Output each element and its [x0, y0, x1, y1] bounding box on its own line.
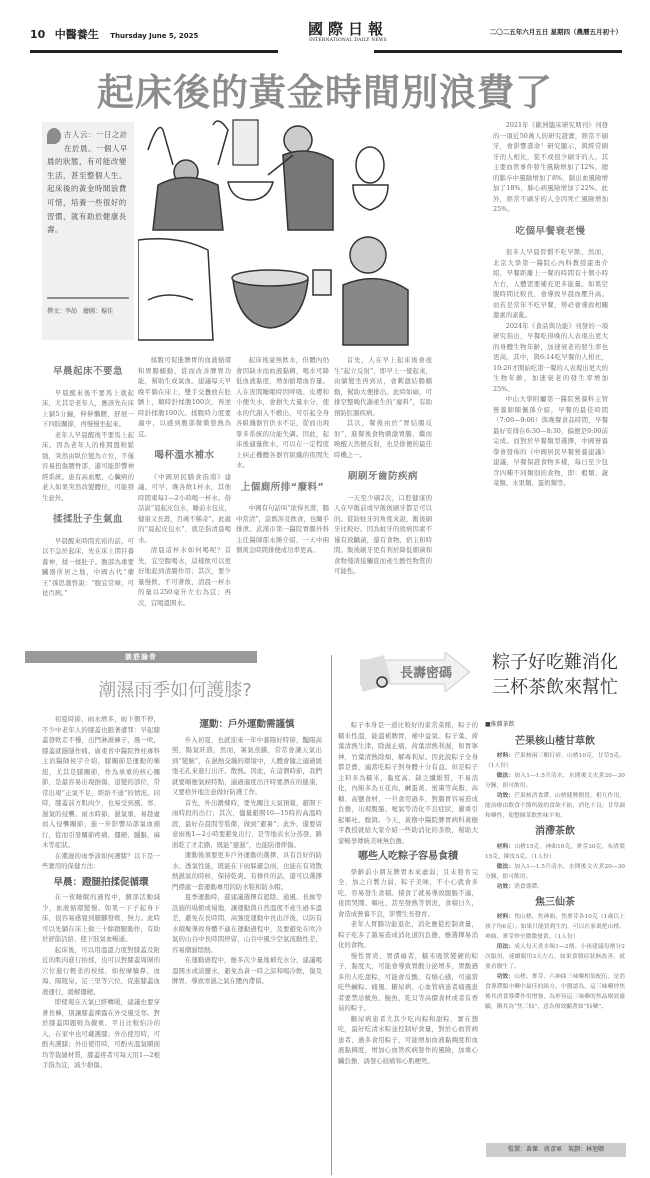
recipe-tag: ■推薦茶飲 [485, 721, 515, 728]
intro-credit: 撰文：李劼 繪圖：楊佳 [47, 308, 114, 315]
paragraph: 起床後，可以用溫溫力度對膝蓋及附近的肌肉進行拍揉，也可以對膝蓋周圍的穴位進行輕柔的按揉，如按摩犢鼻、血海、陽陵泉、足三里等穴位，促進膝蓋血液運行，緩解僵硬。 [42, 945, 160, 996]
recipe-line: 功效：消食導滯。 [496, 883, 543, 890]
paragraph: 運動後須要更多戶外運動的選擇，具有良好的防水、透氣性能，既能在下雨躲避急雨，也能在有效散熱濕氣的時候，保持乾爽。有條件的話，還可以選擇門襟處一套運動專用的防水鞋和防水帽。 [172, 851, 322, 891]
article1-column-2 [138, 355, 231, 608]
article3-title-line1: 粽子好吃難消化 [492, 652, 618, 673]
article2-column-1 [42, 714, 160, 1071]
paper-logo [298, 18, 398, 43]
date-english: Thursday June 5, 2025 [110, 32, 199, 40]
recipe-line: 做法：加入1—1.5升清水，水開後文火煮20—30分鐘，即可飲用。 [485, 773, 625, 789]
paper-name-chinese: 國際日報 [307, 20, 388, 38]
article1-column-1 [42, 355, 134, 599]
paragraph: 其次，餐後由於“胃結腸反射”，進餐後食物刺激胃腸，繼而喚醒天然便反射，也是排便的最佳時機之一。 [334, 419, 432, 459]
recipe-name: 焦三仙茶 [535, 896, 575, 908]
masthead-left [30, 26, 198, 42]
brushing-teeth-man-icon [268, 126, 333, 230]
paragraph: 2021年《歐洲臨床研究期刊》刊發的一項近50萬人的研究證實，經常不刷牙，會影響壽命！研究顯示，與經常刷牙的人相比，從不或很少刷牙的人，其主要血管事件發生風險增加了12%，總的腦卒中風險增加了8%，腦出血風險增加了18%，肺心病風險增加了22%。此外，經常不刷牙的人全因死亡風險增加25%。 [493, 121, 608, 213]
recipe-line: 做法：加入1—1.5升清水，水開後文火煮20—30分鐘，即可飲用。 [485, 863, 625, 880]
paragraph: 在潮濕的雨季該如何護膝？以下是一些實用的保健方法： [42, 851, 160, 870]
article1-column-4 [334, 355, 432, 577]
article3-title-line2: 三杯茶飲來幫忙 [492, 677, 618, 698]
paper-name-english: INTERNATIONAL DAILY NEWS [309, 38, 387, 43]
subheading: 運動：戶外運動需謹慎 [199, 719, 295, 730]
morning-routine-illustration [138, 110, 450, 355]
subheading: 喝杯溫水補水 [154, 450, 215, 461]
longevity-banner [340, 640, 490, 710]
recipe-name: 芒果核山楂甘草飲 [515, 735, 595, 747]
toilet-icon [353, 147, 388, 210]
banner-label: 長壽密碼 [400, 666, 453, 681]
intro-text: 古人云：一日之計在於晨。一個人早晨的狀態，有可能改變生活，甚至整個人生。起床後的黃金時間浪費可惜，培養一些很好的習慣，就有助於健康長壽。 [47, 130, 128, 235]
masthead-rule-left [30, 50, 278, 53]
paragraph: 即使現在天氣已經轉暖，建議也要穿著長褲，別讓膝蓋裸露在外受風受寒。對於膝蓋問題較為嚴重、平日比較怕冷的人，在家中也可戴護膝；外出使用時，可酌夾護膝；外出使用時，可酌夾溫氣順面均等裁縫材質，膝蓋疼者可每天用1—2根手指為宜，減少損傷。 [42, 998, 160, 1069]
article1-column-5 [493, 120, 608, 489]
belly-rubbing-man-icon [138, 239, 213, 340]
recipe-line: 用法：成人每天煮水喝1—2劑。小孩建議每劑分2次服用，連續服用3天左右，如果食積症狀無改善，就要看醫生了。 [485, 944, 625, 970]
subheading: 刷刷牙齒防疾病 [347, 471, 418, 482]
subheading: 早晨起床不要急 [52, 366, 123, 377]
paragraph: 很多人早晨習慣不吃早點，然而，北京大學第一醫院心內科教授霍勇介紹，早餐距離上一餐的時間有十個小時左右，人體需要補充更多能量。如果空腹時間比較長，會導致早晨血壓升高。而若是常年不吃早餐，勢必會導致相關激素的紊亂。 [493, 248, 608, 319]
subheading: 哪些人吃粽子容易食積 [358, 851, 458, 862]
paragraph: 清晨這杯水如何喝呢？首先，宜空腹喝水，這樣飲可以更好地起到清腸作用；其次，要少量慢飲，不可著飲，清晨一杯水的量以250毫升左右為宜；再次，宜喝溫開水。 [138, 546, 231, 607]
recipe-line: 材料：芒果核兩三顆打碎，山楂10克，甘草5克。（1人份） [485, 753, 625, 769]
paragraph: 粽子本身是一道比較好的家常菜餚，粽子的糯米性溫，能溫補脾胃，補中益氣。粽子葉、蓆葉清熱生津，除濕止痛，荷葉清熱利濕，和胃寧神，竹葉清熱除煩，解毒利尿。因此說粽子全身都是寶，適當吃粽子對身體十分有益。但是粽子主料多為糯米，黏度高、缺乏纖維質，不易消化，內餡多為五花肉、鹹蛋黃、蜜棗等高脂、高糖、高鹽食材，一旦食用過多，對腸胃容易造成負擔，出現腹脹、噯氣等消化不良症狀，嚴重引起嘔吐、腹瀉。今天，黃樹中醫院脾胃病科黃樹平教授就給大家介紹一些助消化的茶飲，幫助大家暢享傳統美味無負擔。 [338, 721, 478, 845]
page-headline: 起床後的黃金時間別浪費了 [97, 71, 553, 114]
credit-bar: 監製：黃傑 蔣彥軍 策劃：林旭卿 [486, 1143, 626, 1157]
sink-icon [228, 182, 273, 200]
paragraph: 揉腹可促進脾胃的血液循環和胃腸蠕動，從而改善脾胃功能，幫助生成氣血。建議每天早晚平躺在床上，雙手交疊放在肚臍上，順時針揉腹100次，再逆時針揉腹100次。揉腹時力度要適中，以感到腹部微微發熱為宜。 [138, 356, 231, 438]
paragraph: 2024年《食品與功能》刊發的一項研究指出，早餐吃得晚的人表現出更大的身體生物年齡，加速衰老的發生率也更高。其中，與6:14吃早餐的人相比，10:26才開始吃第一餐的人表現出更大的生物年齡，加速衰老的發生率增加25%。 [493, 321, 608, 393]
column-divider [331, 655, 332, 1175]
mirror-icon [233, 120, 258, 165]
paragraph: 初夏時節，雨水增多，雨下個不停，不少中老年人的膝蓋也跟著遭罪：早起膝蓋發軟走不穩，出門淋濕褲子，風一吹，膝蓋就隱隱作痛。廣東省中醫院脊柱專科主治醫師侯宇介紹，膝關節是運動的樞紐，尤其是膝關節，作為承重的核心關節，是最容易出現損傷、退變的部位，常常出現“正氣不足，經絡不通”的情況。同時，膝蓋前方肌肉少，也易受到風、寒、濕氣的侵襲。雨水時節，濕氣重，易趁虛而入侵襲關節，進一步影響局部氣血循行，從而引發關節疼痛、僵硬、腫脹、麻木等症狀。 [42, 715, 160, 849]
paragraph: 在一夜睡眠的過程中，腿部活動減少，血液循環變慢。如果一下子起身下床，很容易感覺到腿腳發軟、無力。此時可以先躺在床上做三十餘蹬腿動作，有助於舒筋活絡、使下肢氣血暢通。 [42, 893, 160, 943]
recipe-column [485, 720, 625, 1012]
article2-title: 潮濕雨季如何護膝? [98, 680, 252, 701]
article1-column-3 [236, 355, 329, 556]
intro-box [42, 122, 134, 340]
paragraph: 起床後童無飲水，但體內仍會因缺水而血液黏稠，喝水可降低血液黏度，增加循環血容量。人在夜間睡眠時因呼吸、皮膚和小便失水，會損失大量水分，使水的代謝入不敷出，可引起全身各組織器官供水不足，從而出現眾多系統的功能失調。因此，起床後適量飲水，可以在一定程度上糾正機體各器官組織的夜間失水。 [236, 356, 329, 469]
article3-title [492, 650, 642, 700]
paragraph: 老年人早晨醒後不要馬上起床。因為老年人的椎間盤較鬆弛，突然由臥位變為立位，不僅容易扭傷腰脊部，還可能影響神經系統。患有高血壓、心臟病的老人如果突然改變體位，可能發生意外。 [42, 430, 134, 502]
page-number: 10 [30, 28, 46, 41]
noodle-bowl-icon [232, 270, 308, 328]
article2-column-2 [172, 714, 322, 987]
paragraph: 慢性胃炎、胃潰瘍者，糯米吸管變硬的粽子，黏度大，可能會導致胃酸分泌增多，胃酸過多的人吃甜粽，可能會反酸、有燒心感，可適當吃些鹹粽。痛風、糖尿病、心血管病患者痛風患者要禁忌魷魚、鮑魚、乾貝等高價食材或者有香菇的粽子。 [338, 951, 478, 1012]
paragraph: 中國有句話叫“欲得長壽，腸中常清”，這既涉及飲食，也關乎排泄。武漢市第一醫院胃腸外科主任醫師邵永勝介紹，一天中兩個黃金時間排便成功率更高。 [236, 504, 329, 554]
masthead [30, 18, 622, 58]
paragraph: 老年人胃腸功能退化，消化應從控制食量，粽子吃多了越易造成消化道的負擔，應選擇易消化的食物。 [338, 920, 478, 949]
recipe-name: 消滯茶飲 [535, 826, 575, 837]
paragraph: 糖尿病患者尤其少吃肉粽和甜粽，實在想吃，最好吃清水粽並控制好食量，對於心血管病患者，過多食用粽子，可能增加血液黏稠度和血液黏稠度，增加心血管疾病發作的風險，加重心臟負擔，誘發心絞痛和心肌梗死。 [338, 1014, 478, 1065]
recipe-line: 功效：芒果核消食滯，山楂健脾開胃，相互作用，能治療由飲食不節所致的食欲不振，消化不良；甘草調和藥性，使整個茶飲性味平和。 [485, 793, 625, 819]
subheading: 揉揉肚子生氣血 [52, 514, 123, 525]
recipe-line: 材料：山楂15克，神曲10克，麥芽30克，布渣葉15克，陳皮5克。（1人份） [485, 843, 625, 860]
paragraph: 在運動過程中，應多次少量地補充水分，建議喝溫開水或淡鹽水，避免為貪一時之涼和喝冷飲，傷及脾胃，導致寒濕之氣在體內滯留。 [172, 956, 322, 985]
stretching-man-icon [148, 121, 228, 230]
paragraph: 早晨醒來後不要馬上就起床，尤其是老年人，應該先在床上躺5分鐘，伸伸懶腰，舒展一下四肢關節，再慢慢坐起來。 [42, 388, 134, 428]
article3-column-1 [338, 720, 478, 1066]
section-name: 中醫養生 [54, 28, 99, 41]
paragraph: 學齡前小朋友脾胃本來虛弱，且未發育完全，加之自製力弱，粽子美味，不小心就會多吃，容易發生食積。積食了就易導致腹脹不適，夜間哭鬧、嘔吐、甚至發熱等情況，食積日久，會造成營養不良，影響生長發育。 [338, 867, 478, 918]
recipe-line: 功效：山楂、麥芽、六神曲三味藥相須配伍，是消食導滯類中藥中最佳的組方。中醫認為，這三味藥炒焦後其消食導滯作用增強，為形容這三味藥的焦品療效靈驗，稱其為“焦三仙”，意為療效顯著如“仙藥”。 [485, 974, 625, 1010]
subheading: 吃個早餐衰老慢 [515, 225, 586, 237]
paragraph: 早晨醒來時間充裕的話，可以不急於起床，先在床上閉目養養神，揉一揉肚子。腹部為重要臟器所居之地，中國古代“藥王”孫思邈曾說：“腹宜常摩，可祛百病。” [42, 536, 134, 597]
date-chinese: 二〇二五年六月五日 星期四（農曆五月初十） [489, 28, 622, 36]
paragraph: 步入初夏，也就迎來一年中養陽好時節，豔陽高照，陽氣旺盛，然而，暑氣蒸騰，常常會讓天氣出到“變臉”，在濕熱交織的環境中，人體會隨之適過緩張毛孔來進行出汗、散熱。因此，在這個時節，我們就要順應氣候特點，適過適度出汗時要潛在的健康，又要格外地注意做好防護工作。 [172, 735, 322, 796]
kicker-bar: 談筋論骨 [25, 651, 257, 663]
paragraph: 首先，外出鍛煉時，要先關注天氣預報，避開下雨時段的出行；其次，儘量避開10—15時的高溫時段，最好在晨間等裝備，做到“避暑”；此外，還要留意雨後1—2小時要避免出行，是等地表水分蒸發、路面乾了才走路，既能“避濕”，也能防滑摔傷。 [172, 798, 322, 849]
masthead-rule-right [374, 50, 622, 53]
paragraph: 一天至少刷2次，口腔健康的人在早飯前或早飯後刷牙都是可以的。從防蛀牙的角度來說，飯後刷牙比較好。因為蛀牙的致病因素不僅有致齲菌，還有食物、宿主和時間。飯後刷牙更有利於降低細菌和食物殘渣接觸從而產生酸性物質的可能性。 [334, 493, 432, 575]
paragraph: 夏季運動時，還建議選擇有遮陰、通風、長廊等設施的場館或場地，讓運動與自然溫度不產生過多溫差，避免在長時間、高強度運動中長出汗後，以防有水積聚導致身體不適在運動過程中，及要避免在吹冷氣的山谷中長時間停留，山谷中風少空氣流動性差，容易潮濕悶熱。 [172, 893, 322, 954]
paragraph: 《中國居民膳食指南》建議，可早、晚各飲1杯水，其他時間東每1—2小時喝一杯水。俗話說“晨起皮包水，睡前水包皮，健康又長壽，百歲不稀奇”。此處的“晨起皮包水”，就是指清晨喝水。 [138, 472, 231, 544]
paragraph: 首先，人在早上起床後會產生“起立反射”，即早上一覺起來，由躺變坐再到站，會刺激結腸蠕動，幫助大便排出。此時如廁，可排空整晚代謝產生的“廢料”，有助預防肛腸疾病。 [334, 356, 432, 417]
paragraph: 中山大學附屬第一醫院營養科主管營養師陳佩孫介紹，早餐的最佳時間（7:00—9:00）與晚餐食品時間，早餐最好安排在6:30—8:30，偏便是9:00前完成。而對於早餐類型選擇，中國營養學會發佈的《中國居民早餐營養建議》建議，早餐保證食物多樣，每日至少包含四種不同類別的食物，即：穀類、蔬菜類、水果類、蛋奶類等。 [493, 395, 608, 487]
subheading: 上個廁所排“廢料” [240, 481, 325, 493]
subheading: 早晨：蹬腿拍揉促循環 [53, 876, 149, 888]
drinking-man-icon [313, 237, 408, 345]
quote-mark-icon [47, 128, 61, 144]
recipe-line: 材料：焦山楂、焦神曲、焦麥芽各10克（1歲以上孩子均6克）。如果只能買到生的，可以在家裏把山楂、神曲、麥芽炒至微微發黃。（1人份） [485, 914, 625, 940]
intro-divider [47, 297, 129, 299]
